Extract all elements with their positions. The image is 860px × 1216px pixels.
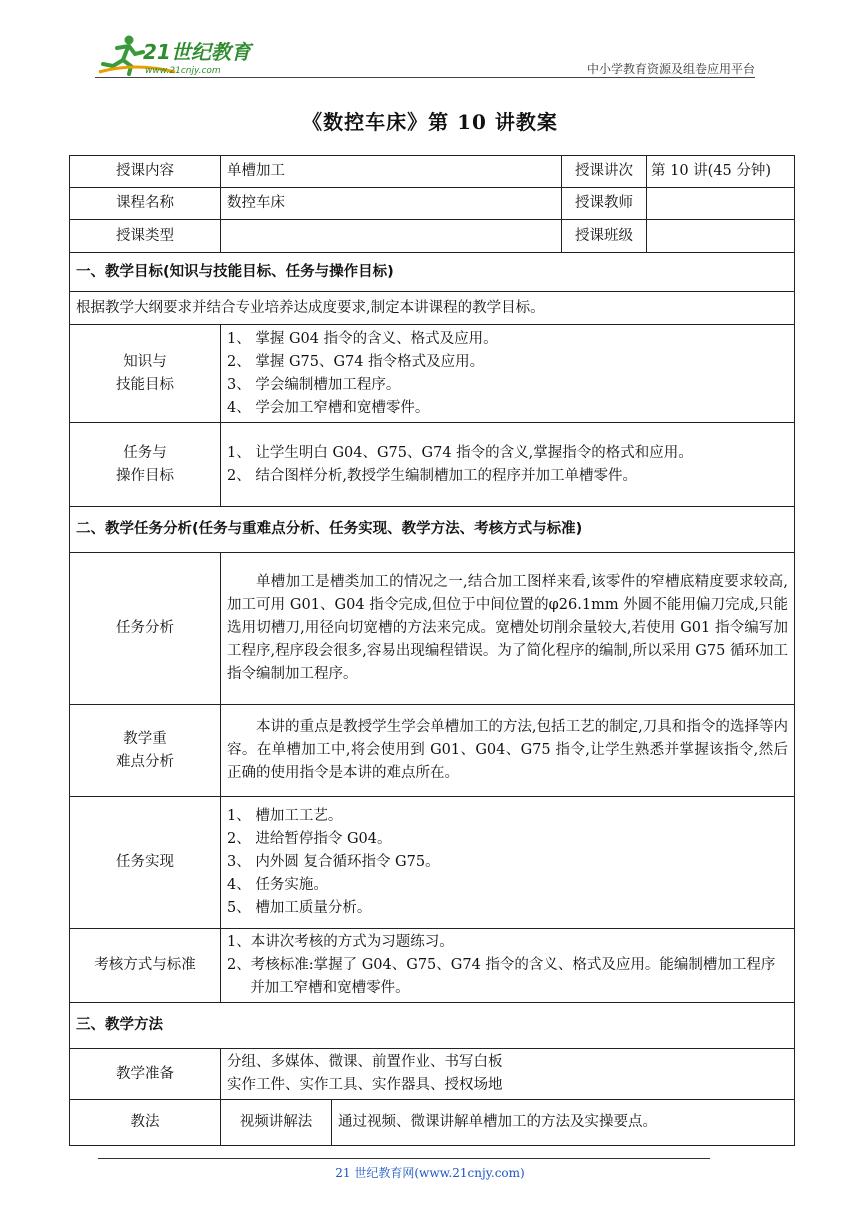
method-name: 视频讲解法 [221,1100,332,1146]
section-1-intro: 根据教学大纲要求并结合专业培养达成度要求,制定本讲课程的教学目标。 [70,292,795,325]
class-value [647,220,795,253]
site-logo [95,32,265,80]
knowledge-goals-list [221,325,795,423]
method-label: 教法 [70,1100,221,1146]
list-item: 分组、多媒体、微课、前置作业、书写白板 [227,1054,503,1070]
list-item: 4、 任务实施。 [227,877,328,893]
knowledge-goals-row [70,325,795,423]
lesson-plan-table [69,155,795,1146]
content-value: 单槽加工 [221,156,562,188]
svg-text:21世纪教育: 21世纪教育 [143,40,251,64]
info-row-content [70,156,795,188]
implementation-label: 任务实现 [70,797,221,929]
preparation-list [221,1049,795,1100]
list-item: 5、 槽加工质量分析。 [227,900,372,916]
lecture-value: 第 10 讲(45 分钟) [647,156,795,188]
list-item: 3、 学会编制槽加工程序。 [227,376,401,393]
task-analysis-label: 任务分析 [70,553,221,705]
assessment-row [70,929,795,1003]
section-1-header [70,253,795,292]
header-divider [95,77,755,78]
implementation-row [70,797,795,929]
assessment-label: 考核方式与标准 [70,929,221,1003]
lecture-label: 授课讲次 [562,156,647,188]
task-goals-list [221,423,795,507]
teacher-value [647,188,795,220]
section-2-title: 二、教学任务分析(任务与重难点分析、任务实现、教学方法、考核方式与标准) [70,507,795,553]
preparation-label: 教学准备 [70,1049,221,1100]
platform-name: 中小学教育资源及组卷应用平台 [586,62,755,76]
type-label: 授课类型 [70,220,221,253]
runner-logo-icon [95,32,265,80]
svg-text:www.21cnjy.com: www.21cnjy.com [145,66,221,76]
course-label: 课程名称 [70,188,221,220]
task-analysis-row [70,553,795,705]
course-value: 数控车床 [221,188,562,220]
knowledge-goals-label: 知识与 技能目标 [70,325,221,423]
list-item: 2、 结合图样分析,教授学生编制槽加工的程序并加工单槽零件。 [227,467,637,484]
task-goals-label: 任务与 操作目标 [70,423,221,507]
list-item: 1、 槽加工工艺。 [227,808,343,824]
info-row-course [70,188,795,220]
type-value [221,220,562,253]
key-points-row [70,705,795,797]
list-item: 1、 让学生明白 G04、G75、G74 指令的含义,掌握指令的格式和应用。 [227,444,693,461]
task-goals-row [70,423,795,507]
section-2-header [70,507,795,553]
preparation-row [70,1049,795,1100]
page-header [95,32,755,80]
list-item: 2、 进给暂停指令 G04。 [227,831,392,847]
list-item: 1、本讲次考核的方式为习题练习。 [227,934,454,950]
class-label: 授课班级 [562,220,647,253]
list-item: 4、 学会加工窄槽和宽槽零件。 [227,399,430,416]
list-item: 1、 掌握 G04 指令的含义、格式及应用。 [227,330,498,347]
list-item: 3、 内外圆 复合循环指令 G75。 [227,854,440,870]
task-analysis-text: 单槽加工是槽类加工的情况之一,结合加工图样来看,该零件的窄槽底精度要求较高,加工可用 G01、G04 指令完成,但位于中间位置的φ26.1mm 外圆不能用偏刀完成,只能选用切槽刀,用径向切宽槽的方法来完成。宽槽处切削余量较大,若使用 G01 指令编写加工程序,程序段会很多,容易出现编程错误。为了简化程序的编制,所以采用 G75 循环加工指令编制加工程序。 [221,553,795,705]
section-3-title: 三、教学方法 [70,1003,795,1049]
method-description: 通过视频、微课讲解单槽加工的方法及实操要点。 [332,1100,795,1146]
section-1-title: 一、教学目标(知识与技能目标、任务与操作目标) [70,253,795,292]
list-item: 2、考核标准:掌握了 G04、G75、G74 指令的含义、格式及应用。能编制槽加工程序并加工窄槽和宽槽零件。 [227,957,776,996]
section-3-header [70,1003,795,1049]
list-item: 实作工件、实作工具、实作器具、授权场地 [227,1077,503,1093]
info-row-type [70,220,795,253]
method-row [70,1100,795,1146]
page-title: 《数控车床》第 10 讲教案 [302,110,558,134]
content-label: 授课内容 [70,156,221,188]
footer-divider [98,1158,710,1159]
implementation-list [221,797,795,929]
key-points-label: 教学重 难点分析 [70,705,221,797]
teacher-label: 授课教师 [562,188,647,220]
section-1-intro-row [70,292,795,325]
list-item: 2、 掌握 G75、G74 指令格式及应用。 [227,353,485,370]
key-points-text: 本讲的重点是教授学生学会单槽加工的方法,包括工艺的制定,刀具和指令的选择等内容。在单槽加工中,将会使用到 G01、G04、G75 指令,让学生熟悉并掌握该指令,然后正确的使用指令是本讲的难点所在。 [221,705,795,797]
assessment-list [221,929,795,1003]
footer-link[interactable]: 21 世纪教育网(www.21cnjy.com) [335,1166,525,1180]
